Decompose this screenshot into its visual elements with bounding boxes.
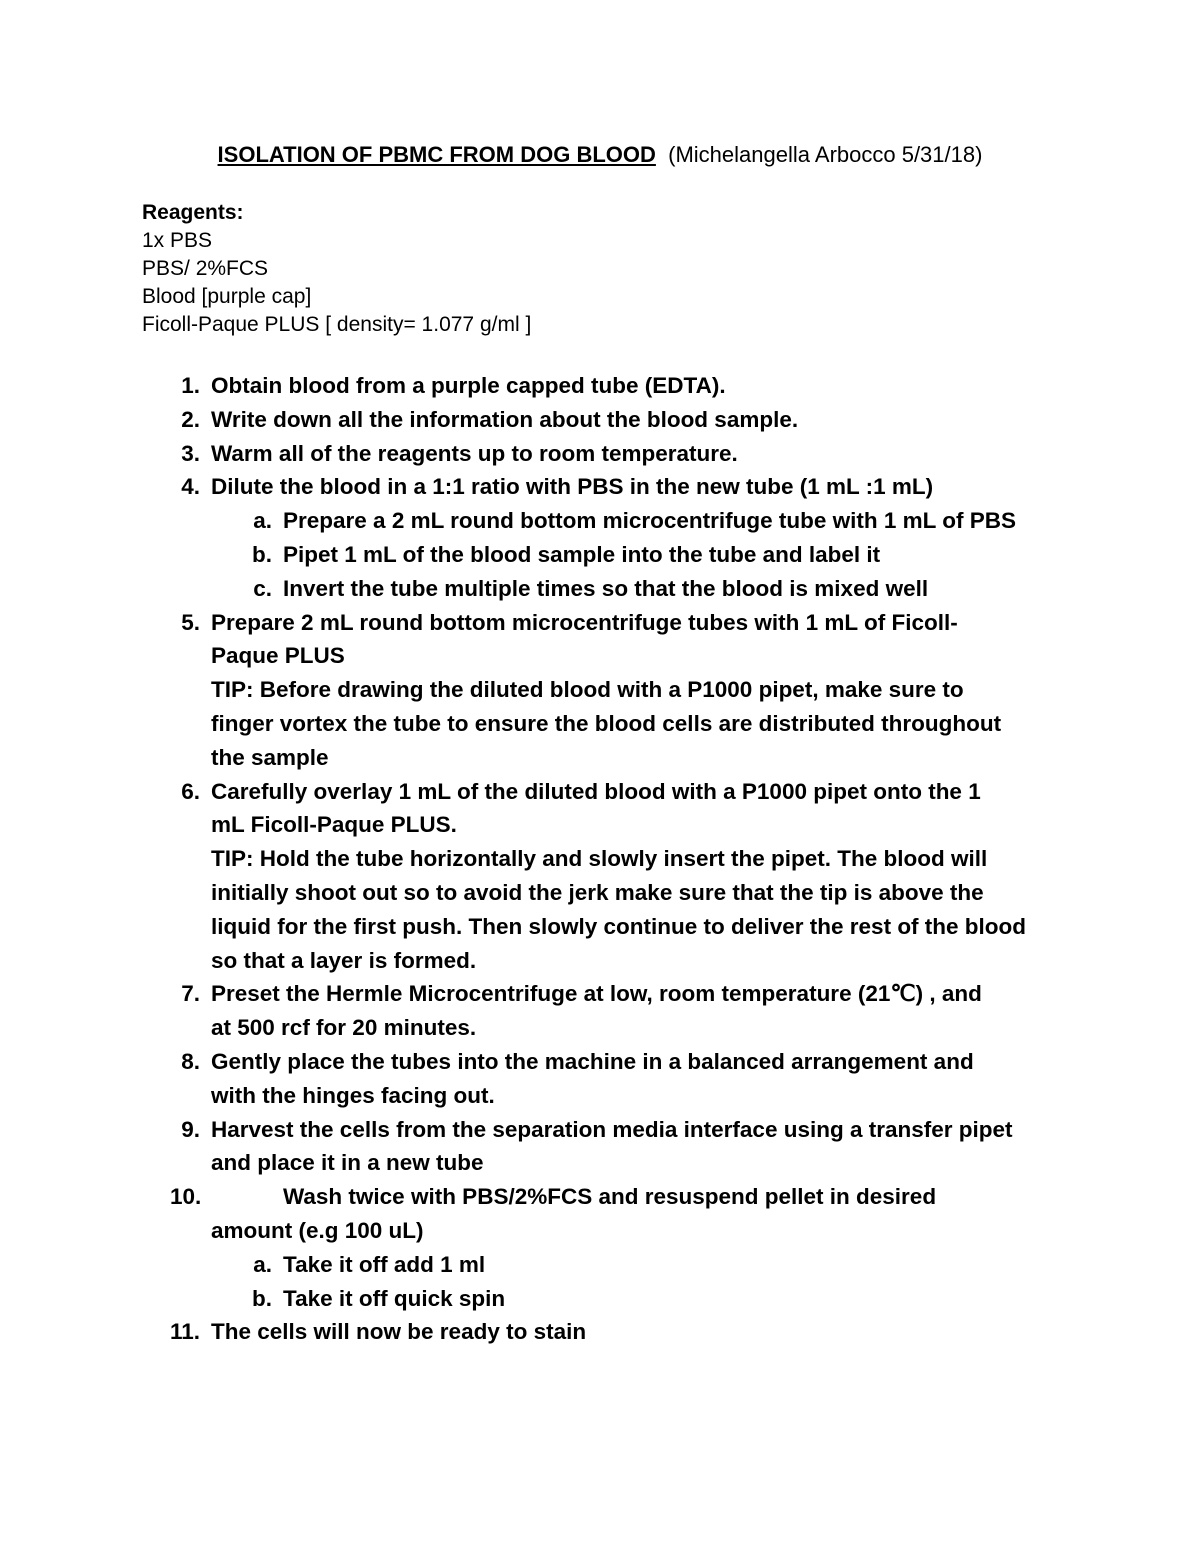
step-text: Warm all of the reagents up to room temperature. [211,440,738,466]
reagent-item: Ficoll-Paque PLUS [ density= 1.077 g/ml ] [142,313,532,336]
step-text-continued [0,1146,1200,1180]
step-text: with the hinges facing out. [211,1082,495,1108]
step-text: Wash twice with PBS/2%FCS and resuspend pellet in desired [283,1184,937,1210]
tip-text [211,842,987,876]
step-number: 2. [181,406,200,432]
step-item [0,1045,1200,1079]
step-tip-continued [0,741,1200,775]
substep-item [0,504,1200,538]
step-tip-continued [0,707,1200,741]
substep-item [0,572,1200,606]
step-text: Gently place the tubes into the machine in a balanced arrangement and [211,1048,974,1074]
substep-letter: b. [252,1285,272,1311]
step-text-continued [0,639,1200,673]
substep-letter: a. [253,1251,272,1277]
step-number: 4. [181,474,200,500]
reagent-item: 1x PBS [142,229,213,252]
step-number: 5. [181,609,200,635]
step-item [0,775,1200,809]
step-tip-continued [0,910,1200,944]
step-text: and place it in a new tube [211,1150,484,1176]
step-text: Dilute the blood in a 1:1 ratio with PBS in the new tube (1 mL :1 mL) [211,474,934,500]
reagent-item: PBS/ 2%FCS [142,257,269,280]
step-text: amount (e.g 100 uL) [211,1217,424,1243]
step-text: Prepare 2 mL round bottom microcentrifuge tubes with 1 mL of Ficoll- [211,609,958,635]
title-author-date: (Michelangella Arbocco 5/31/18) [668,142,983,167]
step-tip-continued [0,944,1200,978]
title-main: ISOLATION OF PBMC FROM DOG BLOOD [217,142,656,167]
step-item [0,403,1200,437]
substep-text: Prepare a 2 mL round bottom microcentrifuge tube with 1 mL of PBS [283,508,1017,534]
substep-item [0,1282,1200,1316]
substep-item [0,538,1200,572]
step-item [0,977,1200,1011]
substep-text: Invert the tube multiple times so that the blood is mixed well [283,575,929,601]
step-number: 8. [181,1048,200,1074]
step-number: 10. [170,1184,202,1210]
step-text: Paque PLUS [211,643,345,669]
procedure-steps [0,369,1200,1349]
substep-item [0,1248,1200,1282]
step-text: Obtain blood from a purple capped tube (EDTA). [211,373,726,398]
step-text: at 500 rcf for 20 minutes. [211,1015,477,1041]
step-number: 7. [181,981,200,1007]
step-number: 1. [181,373,200,398]
step-tip [0,673,1200,707]
step-text: Carefully overlay 1 mL of the diluted blood with a P1000 pipet onto the 1 [211,778,981,804]
step-text: Harvest the cells from the separation media interface using a transfer pipet [211,1116,1013,1142]
step-text-continued [0,1079,1200,1113]
step-item [0,437,1200,471]
step-item [0,1180,1200,1214]
substep-text: Pipet 1 mL of the blood sample into the tube and label it [283,541,881,567]
tip-text [211,673,964,707]
step-text: The cells will now be ready to stain [211,1319,587,1345]
tip-body: the sample [211,744,329,770]
step-tip-continued [0,876,1200,910]
substep-letter: a. [253,508,272,534]
step-item [0,1113,1200,1147]
tip-body: so that a layer is formed. [211,947,477,973]
tip-body: liquid for the first push. Then slowly continue to deliver the rest of the blood [211,913,1027,939]
tip-label: TIP: [211,846,254,872]
substep-letter: b. [252,541,272,567]
step-text-continued [0,808,1200,842]
tip-body: Hold the tube horizontally and slowly insert the pipet. The blood will [253,846,988,872]
step-item [0,606,1200,640]
step-number: 6. [181,778,200,804]
reagents-heading: Reagents: [142,201,244,224]
tip-body: : Before drawing the diluted blood with a P1000 pipet, make sure to [246,677,964,703]
substep-text: Take it off add 1 ml [283,1251,486,1277]
step-item [0,369,1200,403]
step-number: 11. [170,1319,201,1345]
step-text-continued [0,1214,1200,1248]
substep-letter: c. [253,575,272,601]
step-text: Write down all the information about the blood sample. [211,406,799,432]
step-number: 3. [181,440,200,466]
reagent-item: Blood [purple cap] [142,285,312,308]
substep-text: Take it off quick spin [283,1285,506,1311]
step-number: 9. [181,1116,200,1142]
step-text: mL Ficoll-Paque PLUS. [211,812,457,838]
step-text: Preset the Hermle Microcentrifuge at low, room temperature (21℃) , and [211,981,982,1007]
reagents-section [142,199,531,339]
step-item [0,1315,1200,1349]
tip-label: TIP [211,677,247,703]
step-item [0,470,1200,504]
step-text-continued [0,1011,1200,1045]
document-title [0,141,1200,169]
tip-body: initially shoot out so to avoid the jerk make sure that the tip is above the [211,879,984,905]
step-tip [0,842,1200,876]
tip-body: finger vortex the tube to ensure the blood cells are distributed throughout [211,710,1002,736]
